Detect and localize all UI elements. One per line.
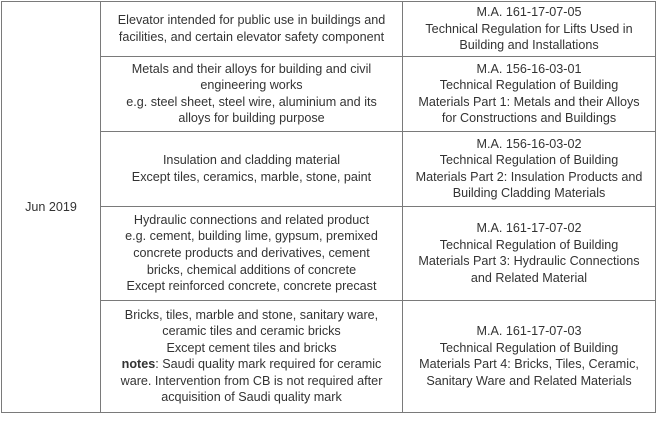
table-row	[2, 56, 656, 131]
product-line: Bricks, tiles, marble and stone, sanitary ware,	[124, 307, 379, 322]
product-line: facilities, and certain elevator safety component	[118, 29, 385, 44]
notes-label: notes	[121, 357, 156, 372]
product-cell	[101, 131, 403, 206]
product-cell	[101, 206, 403, 300]
regulation-cell	[403, 2, 656, 57]
notes-line: ware. Intervention from CB is not required after	[120, 373, 383, 388]
regulation-line: Technical Regulation of Building	[439, 340, 619, 355]
product-cell	[101, 300, 403, 412]
product-line: e.g. cement, building lime, gypsum, premixed	[125, 229, 378, 244]
regulations-table	[1, 1, 656, 413]
product-line: Insulation and cladding material	[162, 153, 341, 168]
regulation-line: Materials Part 2: Insulation Products and	[415, 169, 643, 184]
product-cell	[101, 56, 403, 131]
notes-line	[105, 356, 398, 373]
regulation-cell	[403, 56, 656, 131]
product-line: alloys for building purpose	[178, 111, 325, 126]
regulation-cell	[403, 131, 656, 206]
table-row	[2, 131, 656, 206]
product-line: engineering works	[200, 78, 303, 93]
regulation-line: Technical Regulation for Lifts Used in	[425, 21, 633, 36]
product-cell	[101, 2, 403, 57]
table-row	[2, 206, 656, 300]
notes-line: acquisition of Saudi quality mark	[161, 390, 342, 405]
product-line: Hydraulic connections and related product	[133, 212, 370, 227]
regulation-line: Technical Regulation of Building	[439, 237, 619, 252]
regulation-line: for Constructions and Buildings	[441, 111, 617, 126]
product-line: e.g. steel sheet, steel wire, aluminium and its	[126, 94, 377, 109]
notes-text: : Saudi quality mark required for ceramic	[155, 357, 382, 372]
regulation-code: M.A. 156-16-03-02	[476, 136, 582, 151]
product-line: Elevator intended for public use in buildings and	[117, 13, 386, 28]
table-row	[2, 300, 656, 412]
regulation-line: Building and Installations	[459, 38, 599, 53]
product-line: concrete products and derivatives, cement	[133, 245, 370, 260]
table-row	[2, 2, 656, 57]
product-line: bricks, chemical additions of concrete	[146, 262, 357, 277]
regulation-cell	[403, 206, 656, 300]
product-line: Metals and their alloys for building and civil	[131, 61, 372, 76]
regulation-code: M.A. 161-17-07-03	[476, 324, 582, 339]
regulation-cell	[403, 300, 656, 412]
regulation-code: M.A. 156-16-03-01	[476, 61, 582, 76]
regulation-code: M.A. 161-17-07-05	[476, 5, 582, 19]
product-line: ceramic tiles and ceramic bricks	[162, 324, 341, 339]
regulation-line: Materials Part 1: Metals and their Alloys	[418, 94, 640, 109]
regulation-line: Materials Part 3: Hydraulic Connections	[418, 254, 640, 269]
regulation-line: and Related Material	[470, 270, 588, 285]
product-line: Except tiles, ceramics, marble, stone, paint	[131, 169, 372, 184]
regulation-line: Materials Part 4: Bricks, Tiles, Ceramic,	[419, 357, 639, 372]
regulation-line: Technical Regulation of Building	[439, 78, 619, 93]
regulation-line: Sanitary Ware and Related Materials	[426, 373, 632, 388]
regulation-line: Technical Regulation of Building	[439, 153, 619, 168]
regulation-code: M.A. 161-17-07-02	[476, 221, 582, 236]
product-line: Except cement tiles and bricks	[166, 340, 337, 355]
product-line: Except reinforced concrete, concrete precast	[126, 279, 377, 294]
regulation-line: Building Cladding Materials	[452, 186, 606, 201]
date-cell: Jun 2019	[2, 2, 101, 413]
